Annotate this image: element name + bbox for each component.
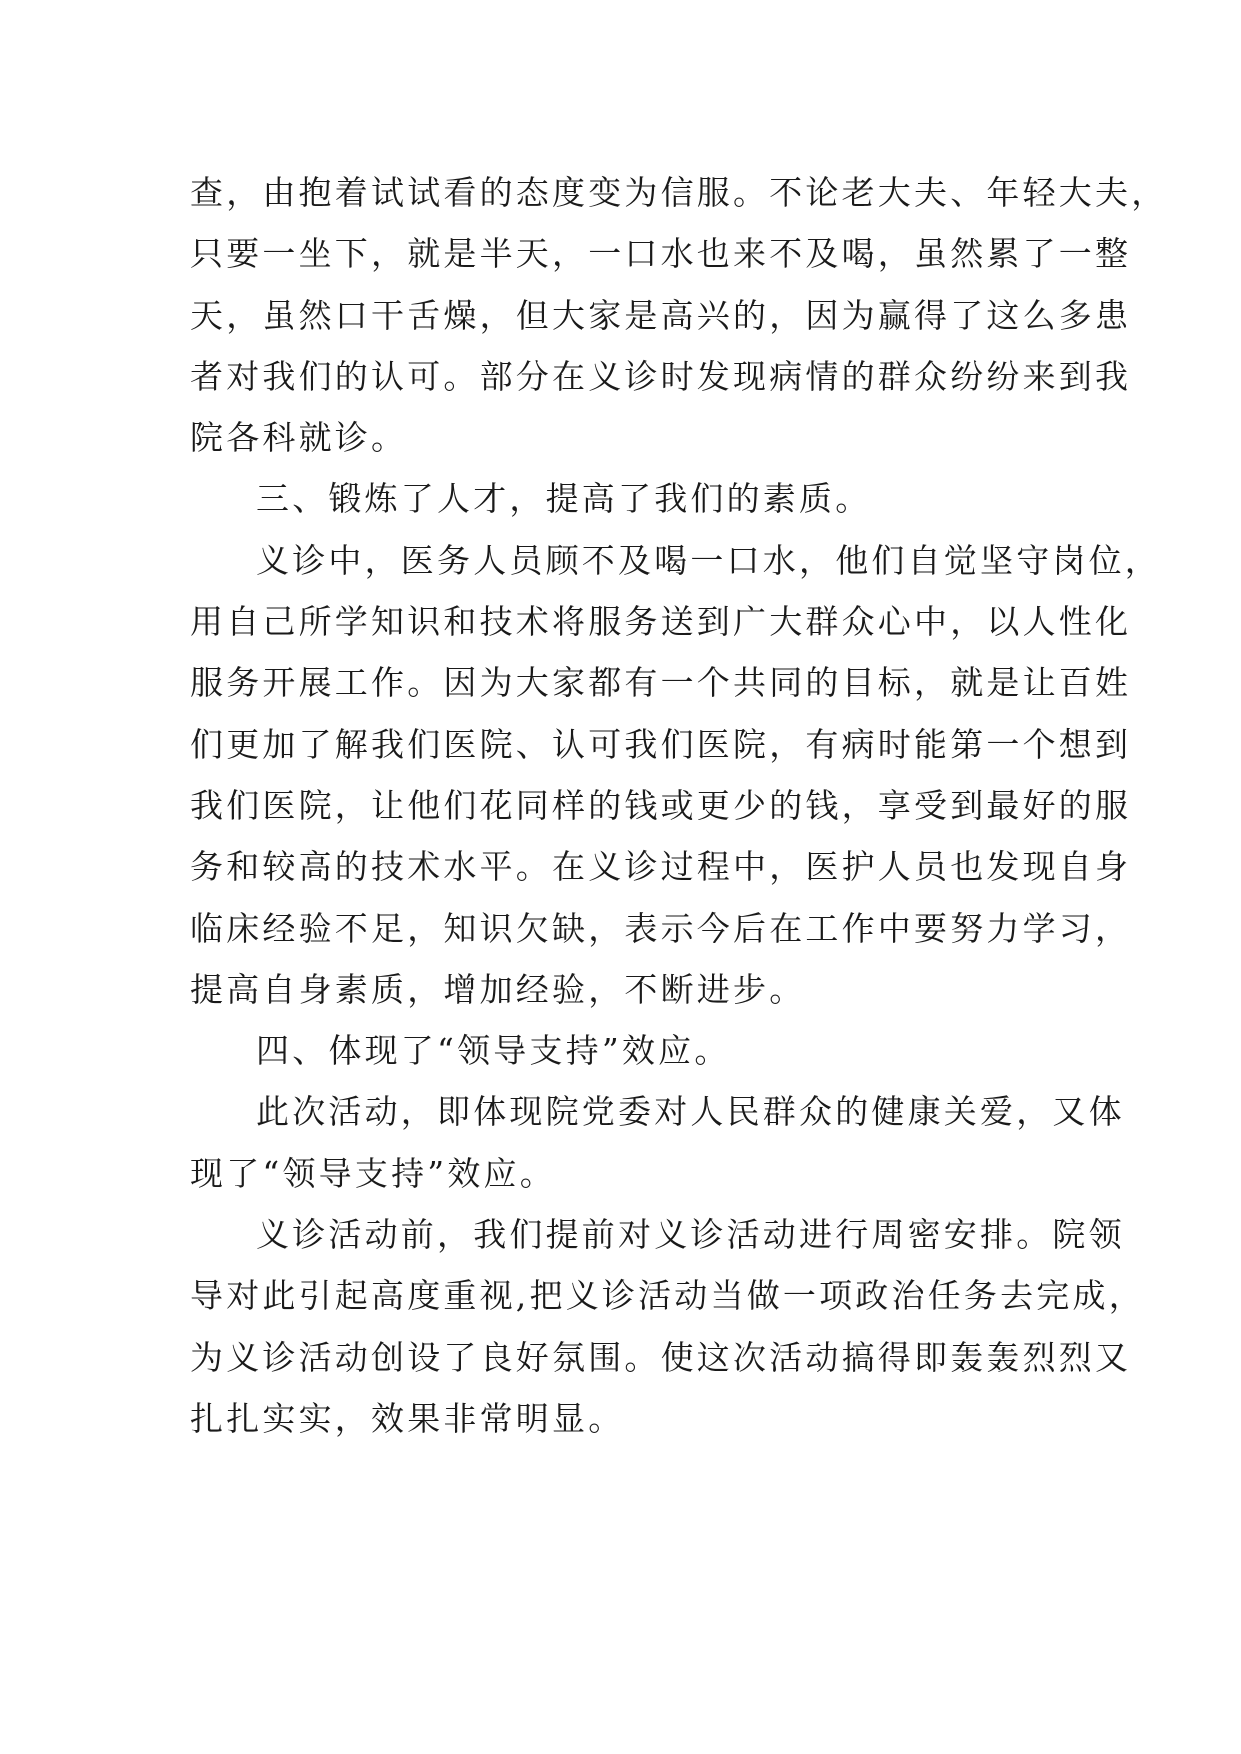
text-line: 天，虽然口干舌燥，但大家是高兴的，因为赢得了这么多患: [190, 295, 1132, 335]
paragraph-start-line: 义诊中，医务人员顾不及喝一口水，他们自觉坚守岗位，: [256, 540, 1161, 580]
paragraph-start-line: 义诊活动前，我们提前对义诊活动进行周密安排。院领: [256, 1215, 1125, 1255]
text-line: 们更加了解我们医院、认可我们医院，有病时能第一个想到: [190, 724, 1132, 764]
text-line: 现了“领导支持”效应。: [190, 1153, 556, 1193]
text-line: 临床经验不足，知识欠缺，表示今后在工作中要努力学习，: [190, 908, 1132, 948]
text-line: 只要一坐下，就是半天，一口水也来不及喝，虽然累了一整: [190, 234, 1132, 274]
text-line: 者对我们的认可。部分在义诊时发现病情的群众纷纷来到我: [190, 356, 1132, 396]
text-line: 扎扎实实，效果非常明显。: [190, 1398, 625, 1438]
text-line: 为义诊活动创设了良好氛围。使这次活动搞得即轰轰烈烈又: [190, 1337, 1132, 1377]
text-line: 导对此引起高度重视,把义诊活动当做一项政治任务去完成，: [190, 1276, 1145, 1316]
paragraph-start-line: 此次活动，即体现院党委对人民群众的健康关爱，又体: [256, 1092, 1125, 1132]
text-line: 查，由抱着试试看的态度变为信服。不论老大夫、年轻大夫，: [190, 173, 1168, 212]
text-line: 院各科就诊。: [190, 418, 408, 458]
text-line: 我们医院，让他们花同样的钱或更少的钱，享受到最好的服: [190, 785, 1132, 825]
text-line: 用自己所学知识和技术将服务送到广大群众心中，以人性化: [190, 602, 1132, 642]
text-line: 服务开展工作。因为大家都有一个共同的目标，就是让百姓: [190, 663, 1132, 703]
text-line: 务和较高的技术水平。在义诊过程中，医护人员也发现自身: [190, 847, 1132, 887]
section-heading: 三、锻炼了人才，提高了我们的素质。: [256, 479, 872, 519]
text-line: 提高自身素质，增加经验，不断进步。: [190, 969, 806, 1009]
document-body: [190, 162, 1168, 1449]
section-heading: 四、体现了“领导支持”效应。: [256, 1031, 731, 1071]
